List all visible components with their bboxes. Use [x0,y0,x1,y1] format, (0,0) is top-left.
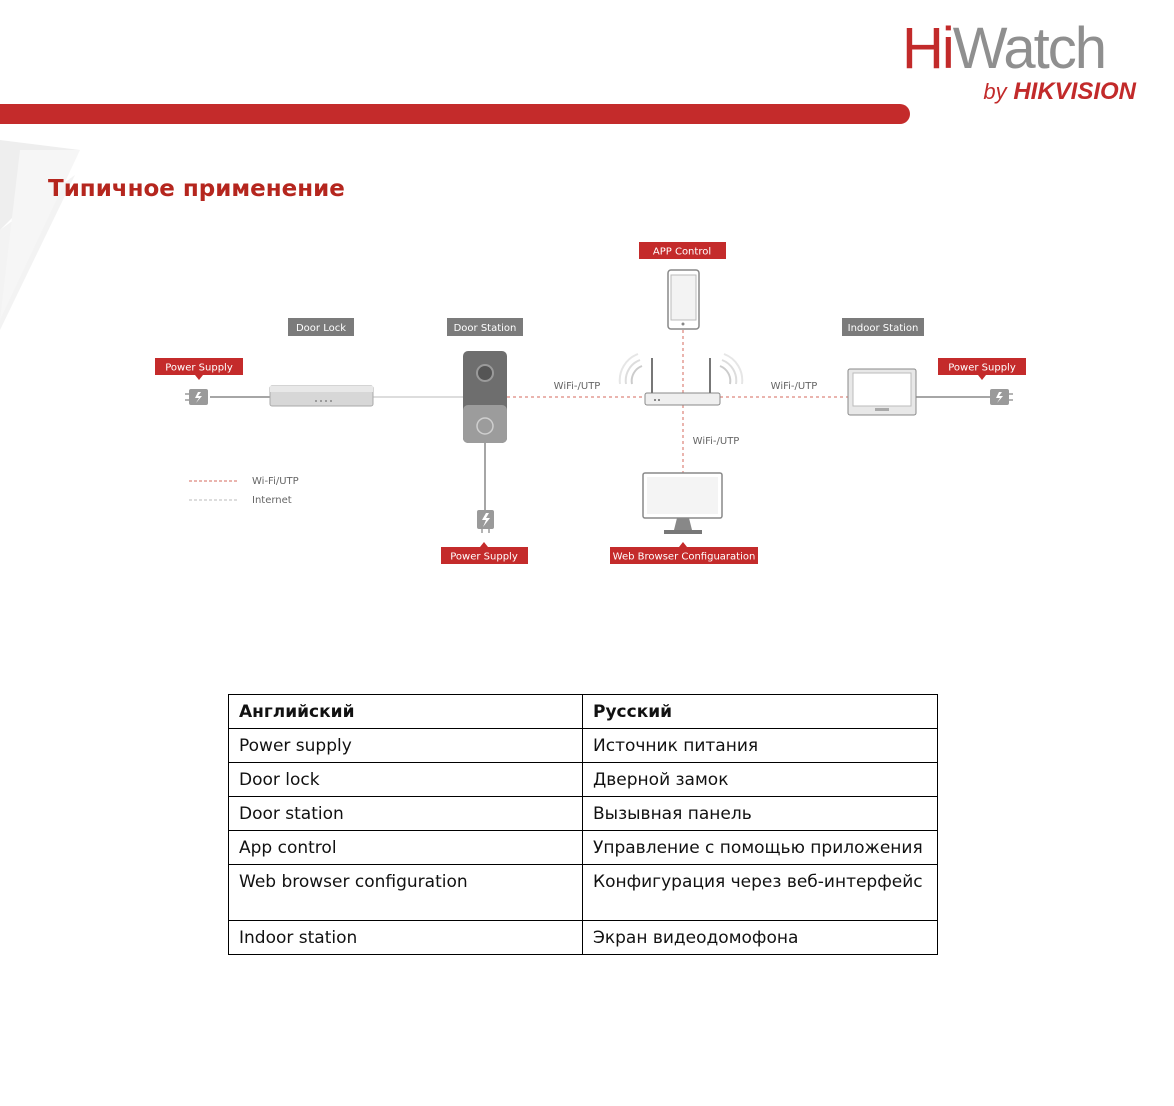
table-row [229,763,938,797]
cell-russian: Управление с помощью приложения [583,831,938,865]
cell-english: Web browser configuration [229,865,583,921]
power-plug-icon-right [990,389,1013,405]
cell-russian: Конфигурация через веб-интерфейс [583,865,938,921]
label-power-supply-left [155,358,243,380]
label-indoor-station [842,318,924,336]
smartphone-device [668,270,699,329]
page-title: Типичное применение [48,176,345,202]
label-app-control [639,242,726,259]
power-plug-icon-bottom [477,510,494,533]
door-station-device [463,351,507,443]
translation-table [228,694,938,955]
logo-byline: by HIKVISION [983,78,1136,105]
cell-english: Indoor station [229,921,583,955]
table-header-row [229,695,938,729]
cell-russian: Источник питания [583,729,938,763]
label-indoor-station-text: Indoor Station [847,323,919,334]
header-english: Английский [229,695,583,729]
cell-english: Power supply [229,729,583,763]
label-app-control-text: APP Control [652,246,712,258]
door-lock-device [270,386,373,406]
table-row [229,797,938,831]
label-power-supply-bottom-text: Power Supply [450,551,518,563]
table-row [229,831,938,865]
cell-russian: Дверной замок [583,763,938,797]
power-plug-icon-left [185,389,208,405]
label-door-station [447,318,523,336]
indoor-station-device [848,369,916,415]
legend-internet: Internet [252,495,292,506]
label-web-browser [610,542,758,564]
label-power-supply-left-text: Power Supply [165,362,233,374]
label-wifi-right: WiFi-/UTP [770,381,818,392]
header-russian: Русский [583,695,938,729]
label-door-station-text: Door Station [453,323,517,334]
label-web-browser-text: Web Browser Configuaration [612,551,756,563]
router-device [620,354,743,405]
label-door-lock-text: Door Lock [295,323,347,334]
table-row [229,921,938,955]
label-power-supply-right [938,358,1026,380]
logo-wordmark: HiWatch [902,16,1105,81]
label-wifi-bottom: WiFi-/UTP [692,436,740,447]
table-row [229,865,938,921]
label-door-lock [288,318,354,336]
monitor-device [643,473,722,534]
table-row [229,729,938,763]
legend-wifi-utp: Wi-Fi/UTP [252,476,299,487]
cell-russian: Вызывная панель [583,797,938,831]
cell-english: Door station [229,797,583,831]
label-power-supply-bottom [441,542,528,564]
cell-english: Door lock [229,763,583,797]
cell-english: App control [229,831,583,865]
diagram-legend [189,476,299,506]
label-wifi-left: WiFi-/UTP [553,381,601,392]
label-power-supply-right-text: Power Supply [948,362,1016,374]
cell-russian: Экран видеодомофона [583,921,938,955]
